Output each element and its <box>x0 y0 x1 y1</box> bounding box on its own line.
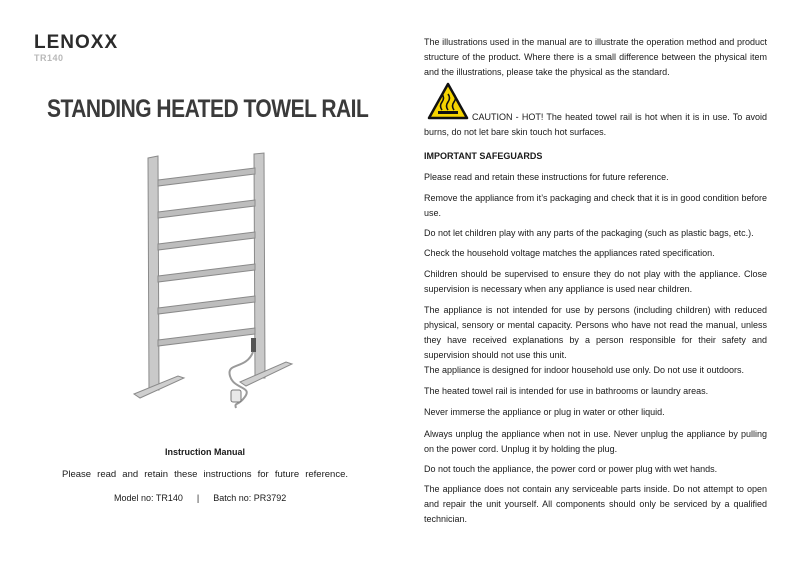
model-number: Model no: TR140 <box>114 493 183 503</box>
safeguard-item: Children should be supervised to ensure they do not play with the appliance. Close supervision is necessary when any appliance is used near children. <box>424 269 767 294</box>
towel-rail-illustration <box>126 150 306 410</box>
safeguard-item: The appliance does not contain any serviceable parts inside. Do not attempt to open and repair the unit yourself. All components should only be serviced by a qualified technician. <box>424 484 767 524</box>
safeguard-item: Do not touch the appliance, the power cord or power plug with wet hands. <box>424 464 718 474</box>
intro-paragraph: The illustrations used in the manual are to illustrate the operation method and product structure of the product. Where there is a small difference between the physical item and the illustrations, please take the physical as the standard. <box>424 37 767 77</box>
model-batch-line <box>114 493 286 503</box>
separator: | <box>196 493 200 503</box>
brand-logo: LENOXX <box>34 32 119 53</box>
safeguard-item: The appliance is not intended for use by persons (including children) with reduced physical, sensory or mental capacity. Persons who have not read the manual, unless they have received explanations by a person responsible for their safety and supervision should not use this unit. <box>424 305 767 360</box>
safeguard-item: Check the household voltage matches the appliances rated specification. <box>424 248 715 258</box>
page-title: STANDING HEATED TOWEL RAIL <box>47 95 369 123</box>
safeguard-item: The appliance is designed for indoor household use only. Do not use it outdoors. <box>424 365 745 375</box>
safeguard-item: Remove the appliance from it’s packaging and check that it is in good condition before use. <box>424 193 767 218</box>
safeguards-heading: IMPORTANT SAFEGUARDS <box>424 151 543 161</box>
model-code: TR140 <box>34 53 64 63</box>
caution-paragraph: CAUTION - HOT! The heated towel rail is hot when it is in use. To avoid burns, do not let bare skin touch hot surfaces. <box>424 112 767 137</box>
safeguard-item: Do not let children play with any parts of the packaging (such as plastic bags, etc.). <box>424 228 754 238</box>
safeguard-item: The heated towel rail is intended for use in bathrooms or laundry areas. <box>424 386 709 396</box>
instruction-manual-label: Instruction Manual <box>164 447 245 457</box>
retain-instructions-text: Please read and retain these instructions for future reference. <box>62 469 348 480</box>
batch-number: Batch no: PR3792 <box>213 493 287 503</box>
safeguard-item: Never immerse the appliance or plug in water or other liquid. <box>424 407 665 417</box>
safeguard-item: Please read and retain these instructions for future reference. <box>424 172 669 182</box>
safeguard-item: Always unplug the appliance when not in use. Never unplug the appliance by pulling on the power cord. Unplug it by holding the plug. <box>424 429 767 454</box>
